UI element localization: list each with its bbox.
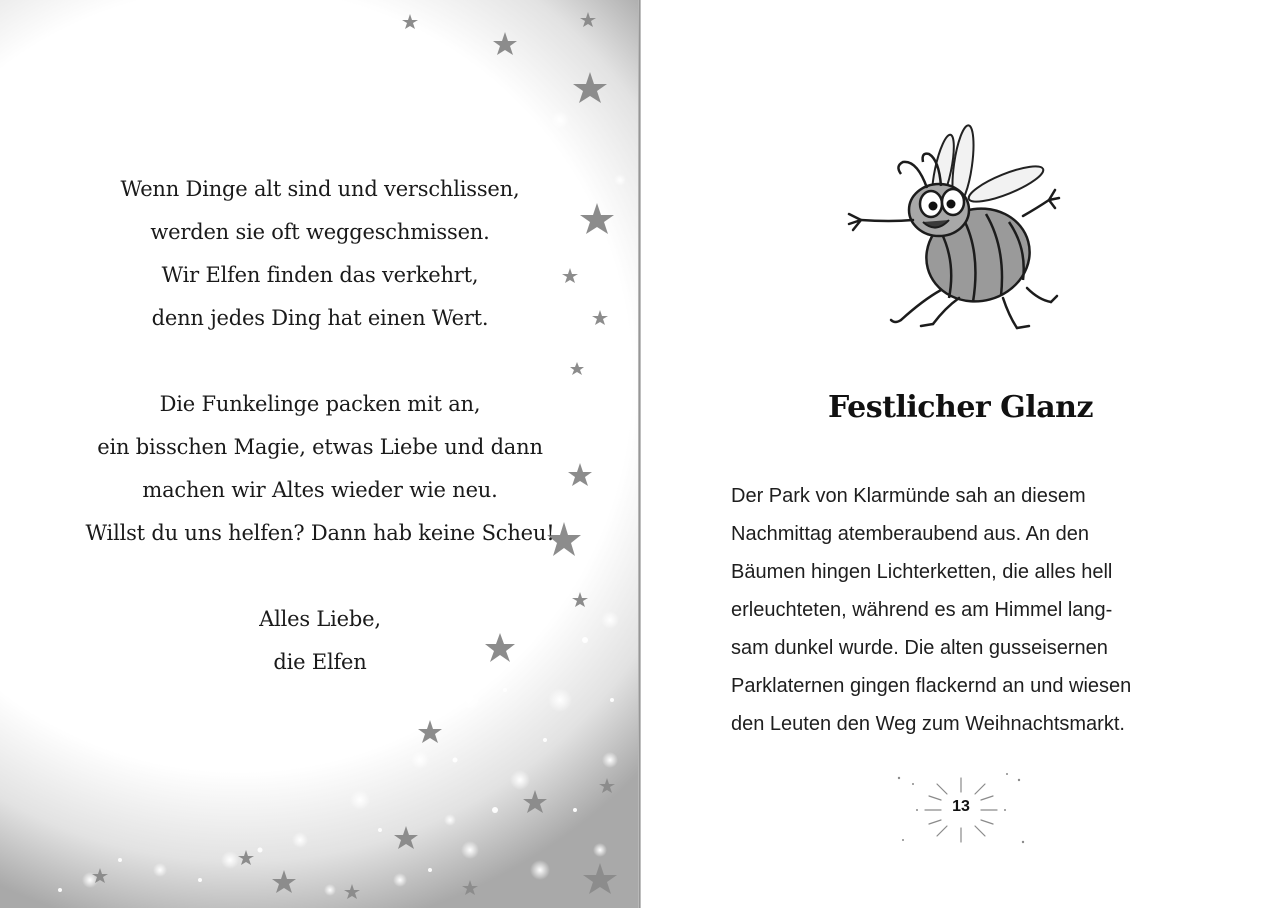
page-number: 13: [952, 798, 970, 815]
poem-line: Wenn Dinge alt sind und verschlissen,: [120, 177, 520, 201]
poem-line: Die Funkelinge packen mit an,: [159, 392, 481, 416]
poem-signature: [80, 598, 560, 684]
paragraph-line: Parklaternen gingen flackernd an und wiesen: [731, 675, 1132, 697]
poem-line: die Elfen: [273, 650, 367, 674]
right-page: [641, 0, 1280, 908]
paragraph-line: den Leuten den Weg zum Weihnachtsmarkt.: [731, 713, 1125, 735]
poem-line: Alles Liebe,: [259, 607, 381, 631]
left-page: [0, 0, 638, 908]
poem-line: werden sie oft weggeschmissen.: [150, 220, 490, 244]
chapter-title: Festlicher Glanz: [827, 390, 1093, 425]
paragraph-line: Bäumen hingen Lichterketten, die alles hell: [731, 561, 1113, 583]
page-number-ornament: [889, 770, 1033, 850]
poem-line: Wir Elfen finden das verkehrt,: [161, 263, 479, 287]
paragraph-line: Nachmittag atemberaubend aus. An den: [731, 523, 1090, 545]
firefly-character-icon: [841, 120, 1081, 335]
poem-line: Willst du uns helfen? Dann hab keine Scheu!: [85, 521, 555, 545]
poem-line: denn jedes Ding hat einen Wert.: [151, 306, 489, 330]
chapter-paragraph: [731, 477, 1201, 743]
poem-stanza: [80, 383, 560, 555]
poem-line: ein bisschen Magie, etwas Liebe und dann: [97, 435, 543, 459]
poem-stanza: [80, 168, 560, 340]
paragraph-line: erleuchteten, während es am Himmel lang-: [731, 599, 1113, 621]
paragraph-line: sam dunkel wurde. Die alten gusseisernen: [731, 637, 1108, 659]
poem-line: machen wir Altes wieder wie neu.: [142, 478, 498, 502]
paragraph-line: Der Park von Klarmünde sah an diesem: [731, 485, 1086, 507]
poem: [80, 168, 560, 727]
